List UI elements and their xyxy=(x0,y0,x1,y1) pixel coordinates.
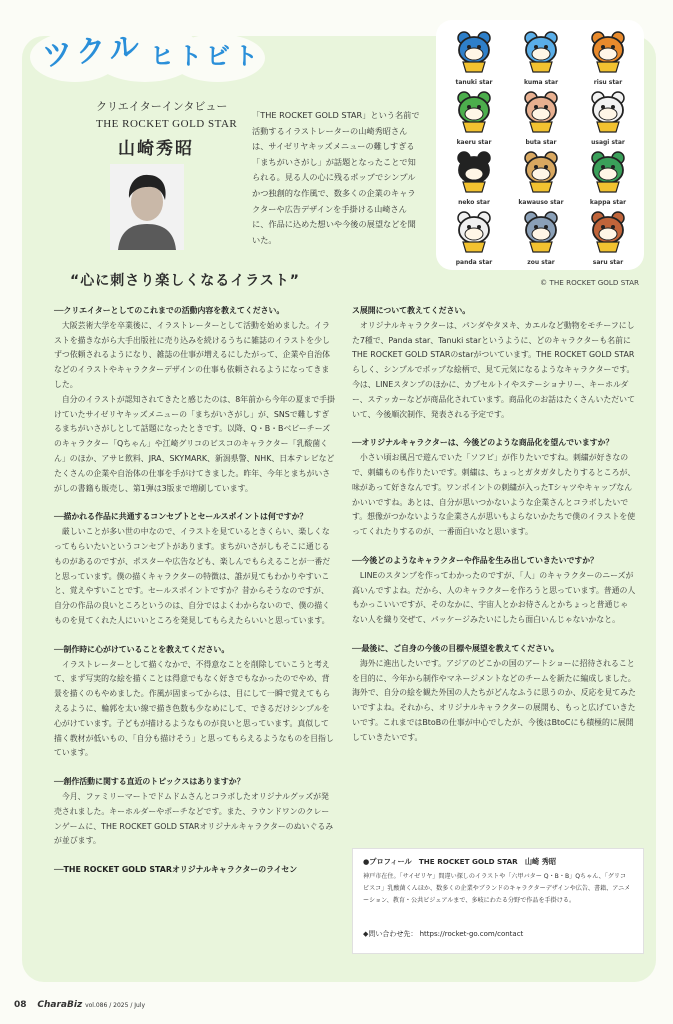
character-kappa-star xyxy=(576,148,640,206)
interview-question: ──オリジナルキャラクターは、今後どのような商品化を望んでいますか？ xyxy=(352,438,614,448)
series-title-part1: ツクル xyxy=(40,28,145,75)
profile-box xyxy=(352,848,644,954)
copyright-notice: © THE ROCKET GOLD STAR xyxy=(540,278,640,287)
interview-answer: 厳しいことが多い世の中なので、イラストを見ているときくらい、楽しくなってもらいたいというコンセプトがあります。まちがいさがしもそこに通じるものがあるのですが、ポスターや広告なども、楽しんでもらえることが一番だと思っています。僕の描くキャラクターの特徴は、誰が見てもわかりやすいこと、覚えやすいことです。セールスポイントですか？昔からそうなのですが、自分の作品の良いところというのは、自分ではよくわからないので、僕の描くものを見てくれた人にいいところを発見してもらえたらいいと思っています。 xyxy=(54,527,331,625)
character-kuma-star xyxy=(509,28,573,86)
section-spacer xyxy=(352,540,636,550)
character-kaeru-star xyxy=(442,88,506,146)
character-lineup xyxy=(436,20,644,270)
character-label: tanuki star xyxy=(455,79,493,86)
character-tanuki-star xyxy=(442,28,506,86)
character-kawauso-star xyxy=(509,148,573,206)
section-spacer xyxy=(54,629,336,639)
character-label: usagi star xyxy=(591,139,625,146)
contact-link[interactable]: https://rocket-go.com/contact xyxy=(419,930,524,938)
character-zou-star xyxy=(509,208,573,266)
character-saru-star xyxy=(576,208,640,266)
creator-name: 山崎秀昭 xyxy=(118,139,194,159)
interview-answer: LINEのスタンプを作ってわかったのですが、「人」のキャラクターのニーズが高いんですよね。だから、人のキャラクターを作ろうと思っています。普通の人もかっこいいですが、そのなかに、宇宙人とかお侍さんとかちょっと普通じゃない人を織り交ぜて、パッケージみたいにしたら面白いんじゃないかなと。 xyxy=(352,570,636,625)
section-spacer xyxy=(54,849,336,859)
kicker-label: クリエイターインタビュー xyxy=(96,100,228,113)
character-label: zou star xyxy=(527,259,555,266)
interview-question: ──クリエイターとしてのこれまでの活動内容を教えてください。 xyxy=(54,306,285,315)
character-label: risu star xyxy=(593,79,623,86)
character-label: neko star xyxy=(458,199,490,206)
interview-answer: 海外に進出したいです。アジアのどこかの国のアートショーに招待されることを目的に、今年から制作やマネージメントなどのチームを新たに編成しました。海外で、自分の絵を観た外国の人たちがどんなふうに思うのか、反応を見てみたいですよね。それから、オリジナルキャラクターの展開も、もっと広げていきたいです。これまではBtoBの仕事が中心でしたが、今後はBtoCにも積極的に展開していきたいです。 xyxy=(352,658,636,742)
interview-question: ──創作活動に関する直近のトピックスはありますか？ xyxy=(54,777,245,787)
magazine-name: CharaBiz xyxy=(37,1000,83,1010)
interview-question: ス展開について教えてください。 xyxy=(352,306,471,315)
section-spacer xyxy=(352,422,636,432)
interview-question: ──制作時に心がけていることを教えてください。 xyxy=(54,644,230,654)
interview-question: ──最後に、ご自身の今後の目標や展望を教えてください。 xyxy=(352,643,559,653)
profile-contact xyxy=(363,929,523,939)
character-label: kuma star xyxy=(523,79,559,86)
page-footer xyxy=(14,1000,145,1010)
interview-answer: オリジナルキャラクターは、パンダやタヌキ、カエルなど動物をモチーフにした7種で、Panda star、Tanuki starというように、どのキャラクターも名前にTHE ROCKET GOLD STARのstarがついています。THE ROCKET GOLD STARらしく、シンプルでポップな絵柄で、見て元気になるようなキャラクターです。今は、LINEスタンプのほかに、カプセルトイやステーショナリー、キーホルダー、ステッカーなどが商品化されています。商品化のお話はたくさんいただいていて、今後順次制作、発表される予定です。 xyxy=(352,320,635,419)
interview-question: ──今後どのようなキャラクターや作品を生み出していきたいですか？ xyxy=(352,555,599,565)
profile-body: 神戸市在住。「サイゼリヤ」間違い探しのイラストや「六甲バター Q・B・B」Qちゃん、「グリコ ビスコ」乳酸菌くんほか、数多くの企業やブランドのキャラクターデザインや広告、書籍、アニメーション、教育・公共ビジュアルまで、多岐にわたる分野で作品を手掛ける。 xyxy=(363,873,631,904)
interview-answer: 大阪芸術大学を卒業後に、イラストレーターとして活動を始めました。イラストを描きながら大手出版社に売り込みを続けるうちに雑誌のイラストを少しずつ依頼されるようになり、雑誌の仕事が増えるにしたがって、企業や自治体などのイラストやキャラクターデザインの仕事も依頼されるようになってきました。 xyxy=(54,320,331,389)
article-column-right xyxy=(352,300,636,746)
character-buta-star xyxy=(509,88,573,146)
character-label: saru star xyxy=(592,259,624,266)
series-title-part2: ヒトビト xyxy=(150,42,262,70)
creator-portrait xyxy=(110,164,184,250)
interview-question: ──THE ROCKET GOLD STARオリジナルキャラクターのライセン xyxy=(54,865,298,875)
interview-answer: 今月、ファミリーマートでドムドムさんとコラボしたオリジナルグッズが発売されました。キーホルダーやポーチなどです。また、ラウンドワンのクレーンゲームに、THE ROCKET GOLD STARオリジナルキャラクターのぬいぐるみが並びます。 xyxy=(54,791,334,846)
interview-answer: 小さい頃お風呂で遊んでいた「ソフビ」が作りたいですね。刺繍が好きなので、刺繍ものも作りたいです。刺繍は、ちょっとガタガタしたりするところが、味があって好きなんです。ワンポイントの刺繍が入ったTシャツやキャップなんかいいですね。あとは、自分が思いつかないような企業さんとコラボしたいです。想像がつかないような企業さんが思いもよらないかたちで僕のイラストを使ってくれたりするのが、一番面白いなと思います。 xyxy=(352,453,636,537)
character-panda-star xyxy=(442,208,506,266)
issue-info: vol.086 / 2025 / July xyxy=(85,1002,146,1009)
character-usagi-star xyxy=(576,88,640,146)
character-risu-star xyxy=(576,28,640,86)
interview-answer: 自分のイラストが認知されてきたと感じたのは、8年前から今年の夏まで手掛けていたサイゼリヤキッズメニューの「まちがいさがし」が、SNSで難しすぎるまちがいさがしとして話題になったときです。以降、Q・B・Bベビーチーズのキャラクター「Qちゃん」や江崎グリコのビスコのキャラクター「乳酸菌くん」のほか、アサヒ飲料、JRA、SKYMARK、新潟県警、NHK、日本テレビなどたくさんの企業や自治体の仕事を手がけてきました。昨年、今年とまちがいさがしの書籍も販売し、第1弾は3版まで増刷しています。 xyxy=(54,394,335,493)
contact-label: ◆問い合わせ先： xyxy=(363,930,418,938)
article-column-left xyxy=(54,300,336,878)
profile-heading: ●プロフィール THE ROCKET GOLD STAR 山崎 秀昭 xyxy=(363,857,557,866)
brand-name: THE ROCKET GOLD STAR xyxy=(96,118,238,130)
character-label: panda star xyxy=(455,259,493,266)
page-number: 08 xyxy=(14,1000,27,1010)
character-neko-star xyxy=(442,148,506,206)
section-spacer xyxy=(54,761,336,771)
interview-answer: イラストレーターとして描くなかで、不得意なことを削除していこうと考えて、まず写実的な絵を描くことは得意でもなく好きでもなかったのでやめ、背景を描くのもやめました。作風が固まってからは、目にして一瞬で覚えてもらえるように、輪郭を太い線で描き色数も少なめにして、できるだけシンプルを心がけています。子どもが描けるようなものが良いと思っています。真似して描く教材が低いもの、「自分も描けそう」と思ってもらえるようなものを目指しています。 xyxy=(54,659,334,758)
article-headline: “心に刺さり楽しくなるイラスト” xyxy=(70,273,300,289)
character-label: buta star xyxy=(525,139,557,146)
lead-paragraph: 「THE ROCKET GOLD STAR」という名前で活動するイラストレーターの山崎秀昭さんは、サイゼリヤキッズメニューの難しすぎる「まちがいさがし」が話題となったことで知られる。見る人の心に残るポップでシンプルかつ独創的な作風で、数多くの企業のキャラクターや広告デザインを手掛ける山崎さんに、作品に込めた想いや今後の展望などを聞いた。 xyxy=(252,110,420,245)
interview-question: ──描かれる作品に共通するコンセプトとセールスポイントは何ですか？ xyxy=(54,512,308,522)
character-label: kaeru star xyxy=(456,139,492,146)
character-label: kappa star xyxy=(589,199,627,206)
section-spacer xyxy=(54,496,336,506)
character-label: kawauso star xyxy=(518,199,564,206)
section-spacer xyxy=(352,628,636,638)
